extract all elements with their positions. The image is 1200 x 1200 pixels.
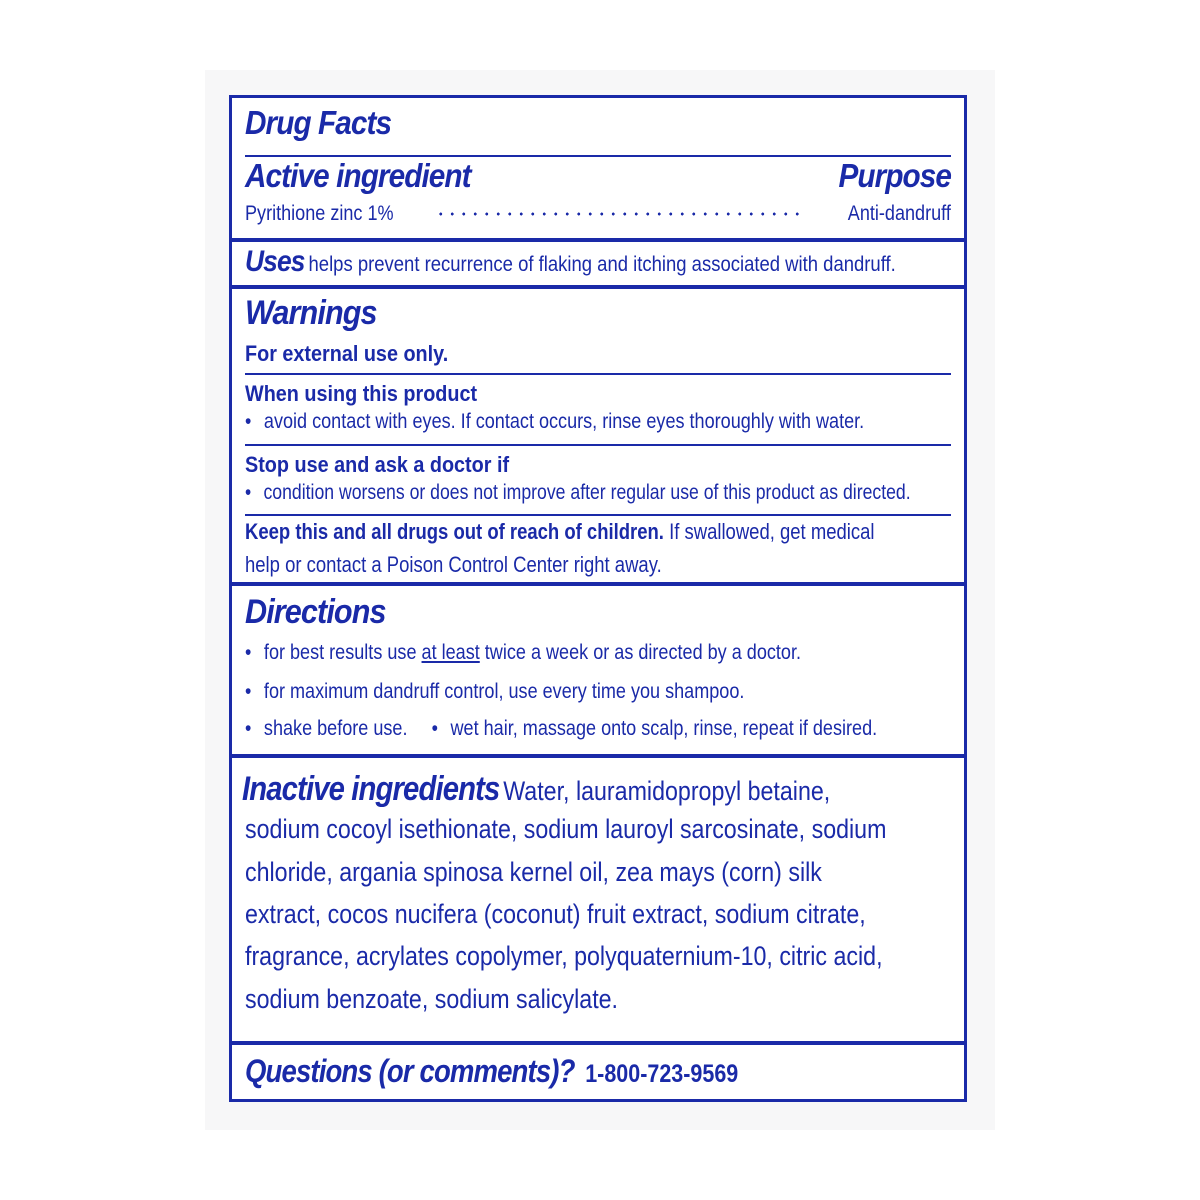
directions-item-1-underlined: at least: [421, 641, 480, 664]
questions-phone: 1-800-723-9569: [585, 1060, 739, 1088]
uses-heading: Uses: [245, 245, 305, 278]
when-using-item-text: avoid contact with eyes. If contact occurs, rinse eyes thoroughly with water.: [263, 410, 865, 433]
divider: [245, 373, 951, 375]
when-using-heading: When using this product: [245, 381, 478, 406]
drug-facts-title: Drug Facts: [245, 104, 392, 141]
directions-heading-row: [245, 593, 951, 632]
section-divider: [232, 754, 964, 758]
bullet: •: [245, 717, 252, 740]
leader-dots: [435, 212, 801, 216]
section-divider: [232, 238, 964, 242]
when-using-heading-row: [245, 381, 951, 407]
inactive-line-1: [242, 770, 951, 809]
stop-use-heading: Stop use and ask a doctor if: [245, 452, 510, 477]
inactive-heading: Inactive ingredients: [242, 770, 500, 808]
inactive-text-5: fragrance, acrylates copolymer, polyquaternium-10, citric acid,: [245, 941, 883, 971]
inactive-text-2: sodium cocoyl isethionate, sodium lauroyl sarcosinate, sodium: [245, 814, 887, 844]
keep-away-bold: Keep this and all drugs out of reach of children.: [245, 519, 664, 544]
keep-away-rest-1: If swallowed, get medical: [669, 519, 875, 544]
directions-item-1: [245, 641, 951, 665]
keep-away-row: [245, 519, 951, 545]
external-use-row: [245, 341, 951, 367]
drug-facts-panel: [229, 95, 967, 1102]
drug-facts-title-row: [245, 104, 951, 142]
directions-item-1-pre: for best results use: [263, 641, 417, 664]
stop-use-item: [245, 481, 951, 505]
questions-heading: Questions (or comments)?: [245, 1053, 575, 1089]
directions-item-3b-text: wet hair, massage onto scalp, rinse, repeat if desired.: [450, 717, 878, 740]
section-divider: [232, 582, 964, 586]
active-ingredient-value: Pyrithione zinc 1%: [245, 202, 394, 225]
inactive-text-6: sodium benzoate, sodium salicylate.: [245, 984, 619, 1014]
directions-heading: Directions: [245, 593, 386, 631]
directions-item-3a-text: shake before use.: [263, 717, 408, 740]
uses-text: helps prevent recurrence of flaking and itching associated with dandruff.: [308, 253, 896, 276]
divider: [245, 444, 951, 446]
bullet: •: [245, 410, 252, 433]
directions-item-1-post: twice a week or as directed by a doctor.: [484, 641, 802, 664]
inactive-line-2: [245, 814, 951, 845]
keep-away-rest-2: help or contact a Poison Control Center right away.: [245, 552, 662, 577]
bullet: •: [245, 641, 252, 664]
directions-item-2: [245, 680, 951, 704]
directions-item-2-text: for maximum dandruff control, use every time you shampoo.: [263, 680, 745, 703]
inactive-line-3: [245, 857, 951, 888]
section-divider: [232, 285, 964, 289]
inactive-line-5: [245, 941, 951, 972]
section-divider: [232, 1041, 964, 1045]
bullet: •: [245, 680, 252, 703]
inactive-text-4: extract, cocos nucifera (coconut) fruit extract, sodium citrate,: [245, 899, 866, 929]
purpose-heading: Purpose: [838, 157, 951, 194]
uses-row: [245, 245, 951, 279]
divider: [245, 514, 951, 516]
keep-away-row-2: [245, 552, 951, 578]
warnings-heading-row: [245, 294, 951, 333]
warnings-heading: Warnings: [245, 294, 377, 332]
inactive-line-6: [245, 984, 951, 1015]
questions-row: [245, 1053, 951, 1090]
inactive-text-1: Water, lauramidopropyl betaine,: [503, 776, 831, 806]
stop-use-heading-row: [245, 452, 951, 478]
active-ingredient-heading: Active ingredient: [245, 157, 471, 194]
external-use-text: For external use only.: [245, 341, 449, 366]
when-using-item: [245, 410, 951, 434]
inactive-line-4: [245, 899, 951, 930]
bullet: •: [431, 717, 438, 740]
bullet: •: [245, 481, 252, 504]
purpose-value: Anti-dandruff: [847, 202, 951, 225]
active-heading-row: [245, 157, 951, 195]
stop-use-item-text: condition worsens or does not improve after regular use of this product as directed.: [263, 481, 911, 504]
directions-item-3: [245, 717, 951, 741]
inactive-text-3: chloride, argania spinosa kernel oil, zea mays (corn) silk: [245, 857, 822, 887]
